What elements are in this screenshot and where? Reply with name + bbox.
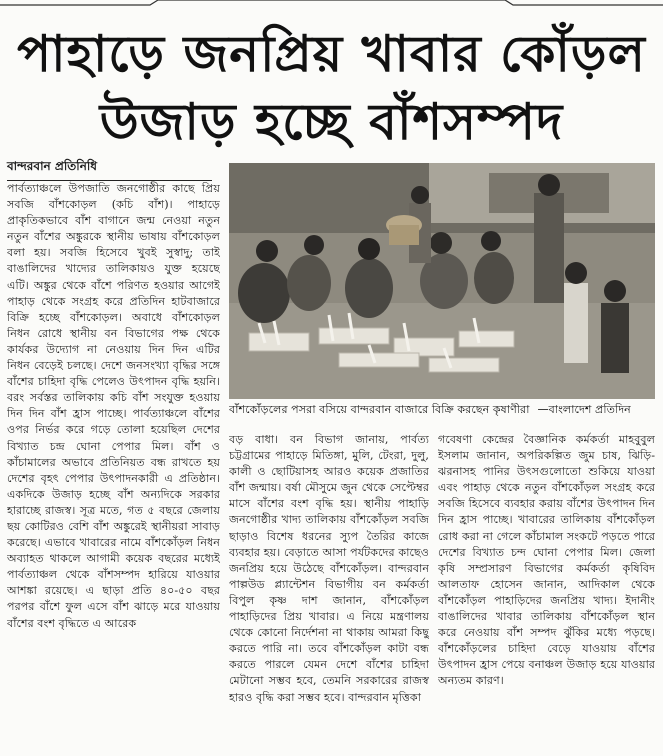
- market-scene-illustration: [229, 163, 655, 399]
- top-rule: [0, 0, 663, 10]
- article-column-1: পার্বত্যাঞ্চলে উপজাতি জনগোষ্ঠীর কাছে প্রিয় সবজি বাঁশকোড়ল (কচি বাঁশ)। পাহাড়ে প্রাকৃতিকভাবে বাঁশ বাগানে জন্ম নেওয়া নতুন নতুন বাঁশের অঙ্কুরকে স্থানীয় ভাষায় বাঁশকোড়ল বলা হয়। সবজি হিসেবে খুবই সুস্বাদু; তাই বাঙালিদের খাদ্যের তালিকায়ও যুক্ত হয়েছে এটি। অঙ্কুর থেকে বাঁশে পরিণত হওয়ার আগেই পাহাড় থেকে সংগ্রহ করে প্রতিদিন হাটবাজারে বিক্রি হচ্ছে বাঁশকোড়ল। অবাধে বাঁশকোড়ল নিধন রোধে স্থানীয় বন বিভাগের পক্ষ থেকে কার্যকর উদ্যোগ না নেওয়ায় দিন দিন এটির নিধন বেড়েই চলছে। দেশে জনসংখ্যা বৃদ্ধির সঙ্গে বাঁশের চাহিদা বৃদ্ধি পেলেও উৎপাদন বৃদ্ধি হয়নি। বরং সর্বস্তর তালিকায় কচি বাঁশ সংযুক্ত হওয়ায় দিন দিন বাঁশ হ্রাস পাচ্ছে। পার্বত্যাঞ্চলে বাঁশের ওপর নির্ভর করে গড়ে তোলা হয়েছিল দেশের বিখ্যাত চন্দ্র ঘোনা পেপার মিল। বাঁশ ও কাঁচামালের অভাবে প্রতিনিয়ত বন্ধ রাখতে হয় দেশের বৃহৎ পেপার উৎপাদনকারী এ প্রতিষ্ঠান। একদিকে উজাড় হচ্ছে বাঁশ অন্যদিকে সরকার হারাচ্ছে রাজস্ব। সূত্র মতে, গত ৫ বছরে জেলায় ছয় কোটিরও বেশি বাঁশ অঙ্কুরেই স্থানীয়রা সাবাড় করেছে। এভাবে খাবারের নামে বাঁশকোঁড়ল নিধন অব্যাহত থাকলে আগামী কয়েক বছরের মধ্যেই পার্বত্যাঞ্চল থেকে বাঁশসম্পদ হারিয়ে যাওয়ার আশঙ্কা রয়েছে। এ ছাড়া প্রতি ৪০-৫০ বছর পরপর বাঁশে ফুল এসে বাঁশ ঝাড়ে মরে যাওয়ায় বাঁশের বংশ বৃদ্ধিতে এ আরেক: [7, 182, 220, 630]
- headline: [0, 20, 663, 156]
- photo-credit: —বাংলাদেশ প্রতিদিন: [537, 403, 631, 416]
- caption-text: বাঁশকোঁড়লের পসরা বসিয়ে বান্দরবান বাজারে বিক্রি করছেন কৃষাণীরা: [229, 403, 530, 416]
- photo-caption: [229, 403, 655, 427]
- article-column-2: বড় বাধা। বন বিভাগ জানায়, পার্বত্য চট্টগ্রামের পাহাড়ে মিতিঙ্গা, মুলি, টেংরা, দুলু, কালী ও ছোটিয়াসহ আরও কয়েক প্রজাতির বাঁশ জন্মায়। বর্ষা মৌসুমে জুন থেকে সেপ্টেম্বর মাসে বাঁশের বংশ বৃদ্ধি হয়। স্থানীয় পাহাড়ি জনগোষ্ঠীর খাদ্য তালিকায় বাঁশকোঁড়ল সবজি ছাড়াও বিশেষ ধরনের স্যুপ তৈরির কাজে ব্যবহার হয়। বেড়াতে আসা পর্যটকদের কাছেও জনপ্রিয় হয়ে উঠেছে বাঁশকোঁড়ল। বান্দরবান পাল্পউড প্ল্যান্টেশন বিভাগীয় বন কর্মকর্তা বিপুল কৃষ্ণ দাশ জানান, বাঁশকোঁড়ল পাহাড়িদের প্রিয় খাবার। এ নিয়ে মন্ত্রণালয় থেকে কোনো নির্দেশনা না থাকায় আমরা কিছু করতে পারি না। তবে বাঁশকোঁড়ল কাটা বন্ধ করতে পারলে যেমন দেশে বাঁশের চাহিদা মেটানো সম্ভব হবে, তেমনি সরকারের রাজস্ব হারও বৃদ্ধি করা সম্ভব হবে। বান্দরবান মৃত্তিকা: [229, 433, 429, 704]
- headline-line-2: উজাড় হচ্ছে বাঁশসম্পদ: [99, 93, 564, 151]
- headline-line-1: পাহাড়ে জনপ্রিয় খাবার কোঁড়ল: [17, 25, 646, 83]
- article-column-3: গবেষণা কেন্দ্রের বৈজ্ঞানিক কর্মকর্তা মাহবুবুল ইসলাম জানান, অপরিকল্পিত জুম চাষ, ঝিড়ি-ঝরনাসহ পানির উৎসগুলোতো শুকিয়ে যাওয়া এবং পাহাড় থেকে নতুন বাঁশকোঁড়ল সংগ্রহ করে সবজি হিসেবে ব্যবহার করায় বাঁশের উৎপাদন দিন দিন হ্রাস পাচ্ছে। খাবারের তালিকায় বাঁশকোঁড়ল রোধ করা না গেলে কাঁচামাল সংকটে পড়তে পারে দেশের বিখ্যাত চন্দ ঘোনা পেপার মিল। জেলা কৃষি সম্প্রসারণ বিভাগের কর্মকর্তা কৃষিবিদ আলতাফ হোসেন জানান, আদিকাল থেকে বাঁশকোঁড়ল পাহাড়িদের জনপ্রিয় খাদ্য। ইদানীং বাঙালিদের খাবার তালিকায় বাঁশকোঁড়ল স্থান করে নেওয়ায় বাঁশ সম্পদ ঝুঁকির মধ্যে পড়ছে। বাঁশকোঁড়লের চাহিদা বেড়ে যাওয়ায় বাঁশের উৎপাদন হ্রাস পেয়ে বনাঞ্চল উজাড় হয়ে যাওয়ার অন্যতম কারণ।: [438, 433, 655, 688]
- news-photo: [229, 163, 655, 399]
- byline: বান্দরবান প্রতিনিধি: [7, 158, 212, 181]
